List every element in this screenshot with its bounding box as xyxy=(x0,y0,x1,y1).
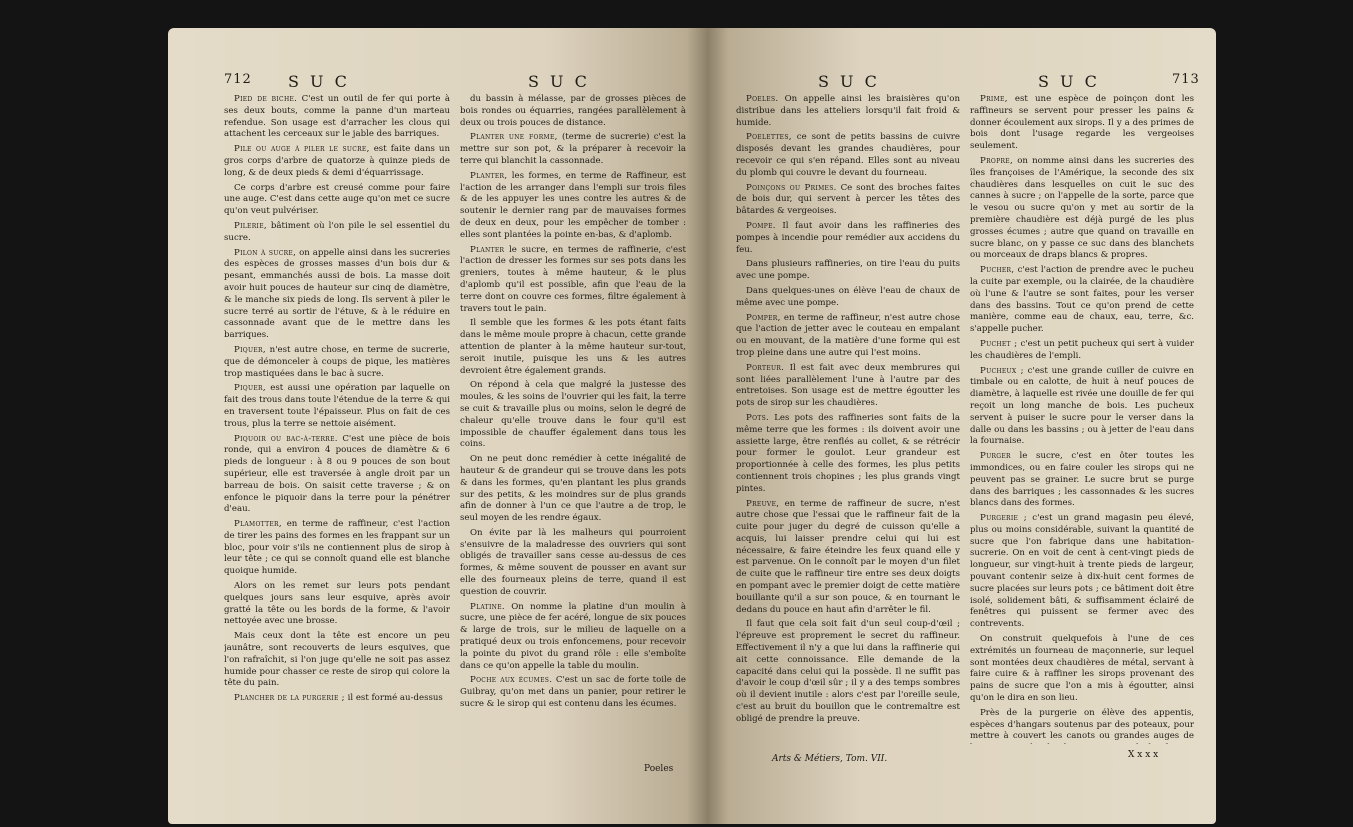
entry-headword: Poelettes, xyxy=(746,132,792,143)
text-column xyxy=(970,94,1194,744)
article-entry xyxy=(224,693,450,705)
entry-headword: Pucheux ; xyxy=(980,365,1024,376)
article-entry xyxy=(460,132,686,167)
entry-headword: Platine. xyxy=(470,601,505,612)
entry-headword: Propre, xyxy=(980,155,1013,166)
entry-text: bâtiment où l'on pile le sel essentiel du sucre. xyxy=(224,220,450,243)
entry-headword: Pilerie, xyxy=(234,220,267,231)
entry-headword: Piquer, xyxy=(234,344,266,355)
text-column xyxy=(736,94,960,744)
entry-headword: Planter, xyxy=(470,170,508,181)
entry-text: On répond à cela que malgré la justesse des moules, & les soins de l'ouvrier qui les fait, la terre se cuit & travaille plus ou moins, selon le degré de chaleur qu'elle trouve dans le four qu'il est impossible de chauffer également dans tous les coins. xyxy=(460,380,686,450)
catchword: Poeles xyxy=(644,764,674,774)
entry-text: est aussi une opération par laquelle on fait des trous dans toute l'étendue de la terre & qui en traversent toute l'épaisseur. Plus on fait de ces trous, plus la terre se nettoie aisément. xyxy=(224,383,450,429)
entry-headword: Purger xyxy=(980,451,1011,462)
page-number: 713 xyxy=(1172,72,1200,87)
entry-text: c'est l'action de prendre avec le pucheu la cuite par exemple, ou la clairée, de la chaudière où l'une & l'autre se sont faites, pour les verser dans des bassins. Tout ce qu'on prend de cette manière, comme eau de chaux, eau, terre, &c. s'appelle pucher. xyxy=(970,265,1194,335)
entry-headword: Plamotter, xyxy=(234,519,282,530)
entry-headword: Pomper, xyxy=(746,312,781,323)
signature-line: Arts & Métiers, Tom. VII. xyxy=(772,754,888,764)
article-entry xyxy=(460,245,686,316)
entry-text: est faite dans un gros corps d'arbre de quatorze à quinze pieds de long, & de deux pieds & demi d'équarrissage. xyxy=(224,144,450,178)
entry-headword: Pucher, xyxy=(980,265,1015,276)
entry-headword: Planter xyxy=(470,244,505,255)
article-entry xyxy=(224,519,450,578)
article-entry xyxy=(460,94,686,129)
right-page-header xyxy=(708,72,1216,94)
entry-text: en terme de raffineur de sucre, n'est autre chose que l'essai que le raffineur fait de la cuite pour juger du degré de cuisson qu'elle a acquis, lui laisser prendre celui qui lui est nécessaire, & faire éteindre les feux quand elle y est parvenue. On le connoît par le moyen d'un filet de cuite que le raffineur tire entre ses deux doigts en pompant avec le premier doigt de cette matière bouillante qu'il a sur son pouce, & en tournant le dedans du pouce en haut afin d'arrêter le fil. xyxy=(736,498,960,615)
article-entry xyxy=(736,363,960,410)
entry-headword: Plancher de la purgerie ; xyxy=(234,693,345,704)
entry-text: c'est une grande cuiller de cuivre en timbale ou en calotte, de huit à neuf pouces de diamètre, à laquelle est rivée une douille de fer qui reçoit un long manche de bois. Les pucheux servent à puiser le sucre pour le verser dans la dalle ou dans les bassins ; ou à jetter de l'eau dans la fournaise. xyxy=(970,365,1194,447)
article-entry xyxy=(460,602,686,673)
article-entry xyxy=(970,451,1194,510)
entry-text: Mais ceux dont la tête est encore un peu jaunâtre, sont recouverts de leurs esquives, que l'on rafraîchit, si l'on juge qu'elle ne soit pas assez humide pour chasser ce reste de sirop qui colore la tête du pain. xyxy=(224,631,450,689)
entry-headword: Pied de biche. xyxy=(234,94,298,104)
article-entry xyxy=(224,183,450,218)
entry-headword: Pile ou auge à piler le sucre, xyxy=(234,144,370,155)
entry-text: le sucre, en termes de raffinerie, c'est l'action de dresser les formes sur ses pots dans les greniers, toutes à même hauteur, & le plus d'aplomb qu'il est possible, afin que l'eau de la terre dont on couvre ces formes, filtre également à travers tout le pain. xyxy=(460,244,686,314)
entry-text: c'est un grand magasin peu élevé, plus ou moins considérable, suivant la quantité de sucre que l'on fabrique dans une habitation-sucrerie. On en voit de cent à cent-vingt pieds de longueur, sur vingt-huit à trente pieds de largeur, pouvant contenir seize à dix-huit cent formes de sucre placées sur leurs pots ; ce bâtiment doit être isolé, solidement bâti, & suffisamment éclairé de fenêtres qui puissent se fermer avec des contrevents. xyxy=(970,513,1194,630)
right-page xyxy=(708,28,1216,824)
article-entry xyxy=(736,221,960,256)
entry-text: Ce corps d'arbre est creusé comme pour faire une auge. C'est dans cette auge qu'on met ce sucre qu'on veut pulvériser. xyxy=(224,182,450,217)
running-head: S U C xyxy=(528,72,590,91)
entry-text: (terme de sucrerie) c'est la mettre sur son pot, & la préparer à recevoir la terre qui blanchit la cassonnade. xyxy=(460,132,686,166)
entry-headword: Pots. xyxy=(746,412,770,423)
text-column xyxy=(460,94,686,754)
article-entry xyxy=(224,581,450,628)
article-entry xyxy=(736,286,960,310)
entry-text: il est formé au-dessus xyxy=(347,693,443,704)
entry-text: les formes, en terme de Raffineur, est l'action de les arranger dans l'empli sur trois files & de les appuyer les unes contre les autres & de soutenir le dernier rang par de mauvaises formes de deux en deux, pour les empêcher de tomber : elles sont plantées la pointe en-bas, & d'aplomb. xyxy=(460,170,686,240)
entry-headword: Piquoir ou bac-à-terre. xyxy=(234,433,338,444)
entry-text: on nomme ainsi dans les sucreries des îles françoises de l'Amérique, la seconde des six chaudières dans lesquelles on cuit le suc des cannes à sucre ; on l'appelle de la sorte, parce que le vesou ou sucre qu'on y met au sortir de la première chaudière est déjà purgé de les plus grosses écumes ; autre que quand on travaille en sucre blanc, on y passe ce suc dans des blanchets ou morceaux de draps blancs & propres. xyxy=(970,155,1194,261)
running-head: S U C xyxy=(288,72,350,91)
entry-text: On ne peut donc remédier à cette inégalité de hauteur & de grandeur qui se trouve dans les pots & dans les formes, qu'en plantant les plus grands sur des petits, & les moindres sur de plus grands afin de donner à l'un ce que l'autre a de trop, le seul moyen de les rendre égaux. xyxy=(460,454,686,524)
article-entry xyxy=(224,383,450,430)
article-entry xyxy=(224,94,450,141)
article-entry xyxy=(970,156,1194,262)
entry-text: on appelle ainsi dans les sucreries des espèces de grosses masses d'un bois dur & pesant, emmanchés aussi de bois. La masse doit avoir huit pouces de hauteur sur cinq de diamètre, & le manche six pieds de long. Ils servent à piler le sucre terré au sortir de l'étuve, & à le réduire en cassonnade avant que de le mettre dans les barriques. xyxy=(224,247,450,341)
entry-headword: Poeles. xyxy=(746,94,779,104)
entry-text: est une espèce de poinçon dont les raffineurs se servent pour presser les pains & donner écoulement aux sirops. Il y a des primes de bois dont l'usage regarde les vergeoises seulement. xyxy=(970,94,1194,152)
article-entry xyxy=(970,366,1194,449)
entry-headword: Pompe. xyxy=(746,220,776,231)
article-entry xyxy=(224,221,450,245)
entry-headword: Planter une forme, xyxy=(470,132,558,143)
article-entry xyxy=(970,265,1194,336)
article-entry xyxy=(460,528,686,599)
article-entry xyxy=(224,345,450,380)
entry-text: Il faut avoir dans les raffineries des pompes à incendie pour remédier aux accidens du feu. xyxy=(736,220,960,255)
entry-headword: Poche aux écumes. xyxy=(470,675,553,686)
entry-text: le sucre, c'est en ôter toutes les immondices, ou en faire couler les sirops qui ne peuvent pas se grainer. Le sucre brut se purge dans des barriques ; les cassonnades & les sucres blancs dans des formes. xyxy=(970,451,1194,509)
entry-headword: Poinçons ou Primes. xyxy=(746,182,837,193)
entry-text: Il semble que les formes & les pots étant faits dans le même moule propre à chacun, cette grande attention de planter à la même hauteur sur-tout, seroit inutile, puisque les uns & les autres devroient être également grands. xyxy=(460,318,686,376)
article-entry xyxy=(460,675,686,710)
entry-headword: Piquer, xyxy=(234,383,266,394)
article-entry xyxy=(736,183,960,218)
entry-text: C'est un sac de forte toile de Guibray, qu'on met dans un panier, pour retirer le sucre & le sirop qui est contenu dans les écumes. xyxy=(460,675,686,710)
article-entry xyxy=(224,631,450,690)
article-entry xyxy=(460,454,686,525)
text-column xyxy=(224,94,450,754)
entry-text: Près de la purgerie on élève des appentis, espèces d'hangars soutenus par des poteaux, pour mettre à couvert les canots ou grandes auges de xyxy=(970,707,1194,742)
entry-headword: Pilon à sucre, xyxy=(234,247,297,258)
entry-headword: Puchet ; xyxy=(980,338,1018,349)
entry-text: Alors on les remet sur leurs pots pendant quelques jours sans leur esquive, après avoir gratté la tête ou les bords de la forme, & l'avoir nettoyée avec une brosse. xyxy=(224,581,450,627)
entry-text: On nomme la platine d'un moulin à sucre, une pièce de fer acéré, longue de six pouces & large de trois, sur le milieu de laquelle on a pratiqué deux ou trois enfoncemens, pour recevoir la pointe du pivot du grand rôle : elle s'emboîte dans ce qu'on appelle la table du moulin. xyxy=(460,601,686,671)
entry-headword: Purgerie ; xyxy=(980,513,1027,524)
entry-text: On appelle ainsi les braisières qu'on distribue dans les atteliers lorsqu'il fait froid & humide. xyxy=(736,94,960,128)
entry-text: C'est un outil de fer qui porte à ses deux bouts, comme la panne d'un marteau refendue. Son usage est d'arracher les clous qui attachent les cerceaux sur le jable des barriques. xyxy=(224,94,450,140)
article-entry xyxy=(736,413,960,496)
article-entry xyxy=(736,132,960,179)
entry-text: On construit quelquefois à l'une de ces extrémités un fourneau de maçonnerie, sur lequel sont montées deux chaudières de métal, servant à faire cuire & à raffiner les sirops provenant des pains de sucre que l'on a mis à égoutter, ainsi qu'on le dira en son lieu. xyxy=(970,634,1194,704)
entry-headword: Prime, xyxy=(980,94,1008,104)
running-head: S U C xyxy=(1038,72,1100,91)
left-page xyxy=(168,28,708,824)
page-number: 712 xyxy=(224,72,252,87)
entry-text: n'est autre chose, en terme de sucrerie, que de démonceler à coups de pique, les matières trop mastiquées dans le bac à sucre. xyxy=(224,344,450,379)
article-entry xyxy=(970,708,1194,744)
article-entry xyxy=(970,94,1194,153)
entry-text: c'est un petit pucheux qui sert à vuider les chaudières de l'empli. xyxy=(970,338,1194,361)
open-book xyxy=(168,28,1216,824)
article-entry xyxy=(736,94,960,129)
article-entry xyxy=(224,248,450,342)
article-entry xyxy=(224,434,450,517)
entry-text: Dans quelques-unes on élève l'eau de chaux de même avec une pompe. xyxy=(736,285,960,308)
entry-text: Il est fait avec deux membrures qui sont liées parallèlement l'une à l'autre par des entretoises. Son usage est de mettre égoutter les pots de sirop sur les chaudières. xyxy=(736,362,960,409)
entry-headword: Preuve, xyxy=(746,498,780,509)
article-entry xyxy=(460,171,686,242)
article-entry xyxy=(224,144,450,179)
article-entry xyxy=(736,313,960,360)
catchword: X x x x xyxy=(1128,750,1159,760)
running-head: S U C xyxy=(818,72,880,91)
article-entry xyxy=(460,380,686,451)
article-entry xyxy=(460,318,686,377)
entry-text: en terme de raffineur, n'est autre chose que l'action de jetter avec le couteau en empalant ou en mouvant, de la matière d'une forme qui est trop pleine dans une autre qui l'est moins. xyxy=(736,312,960,358)
entry-text: On évite par là les malheurs qui pourroient s'ensuivre de la maladresse des ouvriers qui sont obligés de travailler sans cesse au-dessus de ces formes, & même souvent de pousser en avant sur elle des fourneaux pleins de terre, quand il est question de couvrir. xyxy=(460,527,686,597)
article-entry xyxy=(736,499,960,617)
article-entry xyxy=(970,513,1194,631)
article-entry xyxy=(970,339,1194,363)
entry-text: du bassin à mélasse, par de grosses pièces de bois rondes ou équarries, rangées parallèlement à deux ou trois pouces de distance. xyxy=(460,94,686,128)
article-entry xyxy=(970,634,1194,705)
entry-text: C'est une pièce de bois ronde, qui a environ 4 pouces de diamètre & 6 pieds de longueur : à 8 ou 9 pouces de son bout supérieur, elle est traversée à angle droit par un barreau de bois. On saisit cette traverse ; & on enfonce le piquoir dans la terre pour la pénétrer d'eau. xyxy=(224,433,450,515)
entry-text: Les pots des raffineries sont faits de la même terre que les formes : ils doivent avoir une assiette large, être renflés au collet, & se rétrécir pour former le goulot. Leur grandeur est proportionnée à celle des formes, les plus petits contiennent trois chopines ; les plus grands vingt pintes. xyxy=(736,412,960,494)
entry-text: ce sont de petits bassins de cuivre disposés devant les grandes chaudières, pour recevoir ce qui s'en répand. Elles sont au niveau du plomb qui couvre le devant du fourneau. xyxy=(736,132,960,178)
entry-text: Il faut que cela soit fait d'un seul coup-d'œil ; l'épreuve est proprement le secret du raffineur. Effectivement il n'y a que lui dans la raffinerie qui ait cette connoissance. Elle demande de la capacité dans celui qui la possède. Il ne suffit pas d'avoir le coup d'œil sûr ; il y a des temps sombres où il devient inutile : alors c'est par l'oreille seule, c'est au bruit du bouillon que le contremaître est obligé de prendre la preuve. xyxy=(736,619,960,724)
entry-text: Ce sont des broches faites de bois dur, qui servent à percer les têtes des bâtardes & vergeoises. xyxy=(736,182,960,217)
entry-text: Dans plusieurs raffineries, on tire l'eau du puits avec une pompe. xyxy=(736,259,960,282)
entry-text: en terme de raffineur, c'est l'action de tirer les pains des formes en les frappant sur un bloc, pour voir s'ils ne contiennent plus de sirop à leur tête ; ce qui se connoît quand elle est blanche quoique humide. xyxy=(224,519,450,577)
entry-headword: Porteur. xyxy=(746,362,785,373)
article-entry xyxy=(736,619,960,725)
article-entry xyxy=(736,259,960,283)
left-page-header xyxy=(168,72,708,94)
